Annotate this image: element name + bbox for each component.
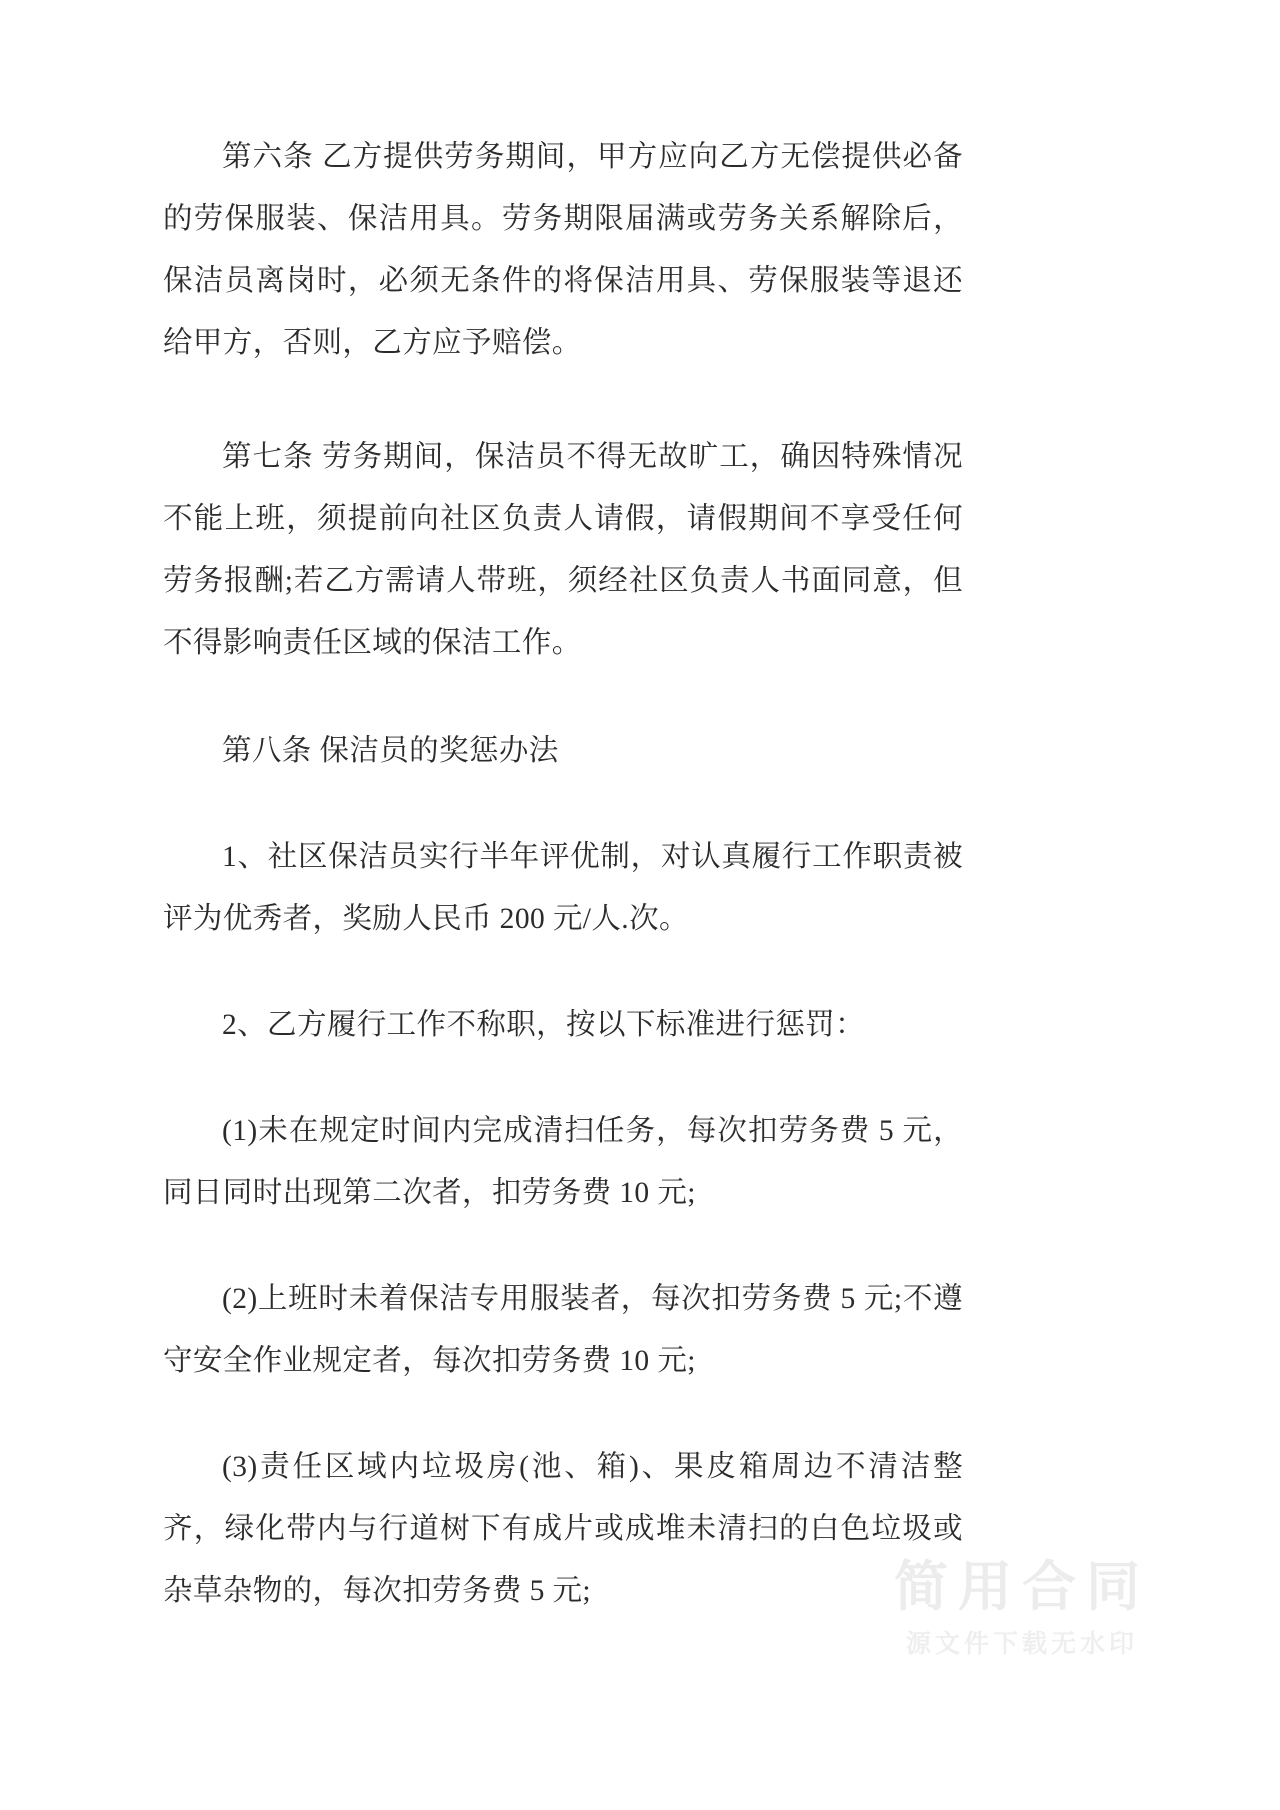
paragraph-article-eight-item-1: 1、社区保洁员实行半年评优制，对认真履行工作职责被评为优秀者，奖励人民币 200 元/人.次。 — [163, 841, 963, 935]
paragraph-spacer — [163, 782, 963, 826]
paragraph-spacer — [163, 1056, 963, 1100]
paragraph-spacer — [163, 950, 963, 994]
paragraph-spacer — [163, 374, 963, 426]
paragraph-spacer — [163, 1224, 963, 1268]
heading-article-eight: 第八条 保洁员的奖惩办法 — [222, 735, 559, 767]
paragraph-article-eight-item-2: 2、乙方履行工作不称职，按以下标准进行惩罚： — [222, 1009, 866, 1041]
watermark-brand-text: 简用合同 — [894, 1555, 1150, 1619]
paragraph-penalty-2: (2)上班时未着保洁专用服装者，每次扣劳务费 5 元;不遵守安全作业规定者，每次扣劳务费 10 元; — [163, 1283, 963, 1377]
paragraph-article-six: 第六条 乙方提供劳务期间，甲方应向乙方无偿提供必备的劳保服装、保洁用具。劳务期限届满或劳务关系解除后，保洁员离岗时，必须无条件的将保洁用具、劳保服装等退还给甲方，否则，乙方应予赔偿。 — [163, 141, 963, 359]
document-text-body — [163, 126, 963, 1622]
paragraph-article-seven: 第七条 劳务期间，保洁员不得无故旷工，确因特殊情况不能上班，须提前向社区负责人请假，请假期间不享受任何劳务报酬;若乙方需请人带班，须经社区负责人书面同意，但不得影响责任区域的保洁工作。 — [163, 441, 963, 659]
paragraph-penalty-3: (3)责任区域内垃圾房(池、箱)、果皮箱周边不清洁整齐，绿化带内与行道树下有成片或成堆未清扫的白色垃圾或杂草杂物的，每次扣劳务费 5 元; — [163, 1451, 963, 1607]
paragraph-spacer — [163, 674, 963, 720]
paragraph-penalty-1: (1)未在规定时间内完成清扫任务，每次扣劳务费 5 元，同日同时出现第二次者，扣劳务费 10 元; — [163, 1115, 963, 1209]
paragraph-spacer — [163, 1392, 963, 1436]
watermark-subtitle-text: 源文件下载无水印 — [905, 1628, 1138, 1658]
